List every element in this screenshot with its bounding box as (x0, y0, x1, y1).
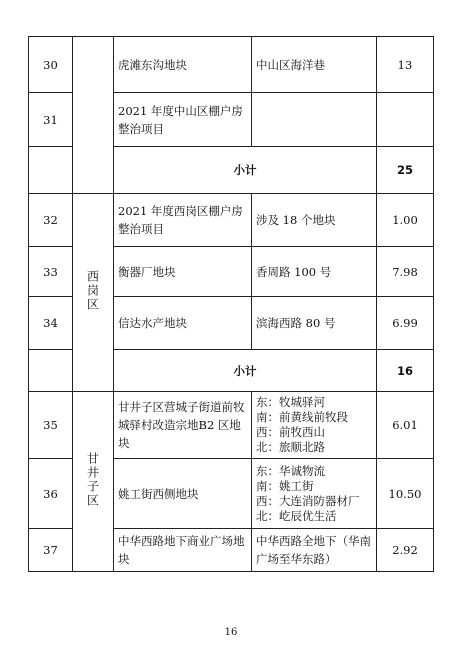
district-cell-xigang (73, 194, 114, 392)
parcel-area: 7.98 (377, 247, 434, 297)
parcel-location (252, 93, 377, 147)
district-cell-ganjingzi (73, 392, 114, 572)
subtotal-label: 小计 (114, 147, 377, 194)
parcel-name: 虎滩东沟地块 (114, 37, 252, 93)
district-label: 甘井子区 (85, 452, 100, 508)
table-row (29, 194, 434, 247)
parcel-area: 1.00 (377, 194, 434, 247)
location-line: 南：前黄线前牧段 (256, 410, 348, 424)
parcel-area: 10.50 (377, 459, 434, 529)
row-number: 30 (29, 37, 73, 93)
parcel-name: 2021 年度中山区棚户房整治项目 (114, 93, 252, 147)
parcel-location: 香周路 100 号 (252, 247, 377, 297)
parcel-location: 涉及 18 个地块 (252, 194, 377, 247)
table-row (29, 392, 434, 459)
parcel-area: 6.99 (377, 297, 434, 350)
location-line: 西：前牧西山 (256, 425, 325, 439)
land-parcel-table (28, 36, 434, 572)
parcel-location: 滨海西路 80 号 (252, 297, 377, 350)
location-line: 北：屹辰优生活 (256, 508, 337, 523)
parcel-name: 2021 年度西岗区棚户房整治项目 (114, 194, 252, 247)
row-number: 33 (29, 247, 73, 297)
subtotal-value: 25 (377, 147, 434, 194)
parcel-location: 中山区海洋巷 (252, 37, 377, 93)
district-label: 西岗区 (85, 270, 100, 312)
subtotal-number-cell (29, 350, 73, 392)
subtotal-value: 16 (377, 350, 434, 392)
parcel-location (252, 392, 377, 459)
parcel-name: 中华西路地下商业广场地块 (114, 529, 252, 572)
district-cell-zhongshan (73, 37, 114, 194)
location-line: 北：旅顺北路 (256, 440, 325, 454)
parcel-name: 甘井子区营城子街道前牧城驿村改造宗地B2 区地块 (114, 392, 252, 459)
subtotal-number-cell (29, 147, 73, 194)
location-line: 西：大连消防器材厂 (256, 493, 360, 508)
row-number: 37 (29, 529, 73, 572)
row-number: 35 (29, 392, 73, 459)
parcel-location: 中华西路全地下（华南广场至华东路） (252, 529, 377, 572)
parcel-area: 2.92 (377, 529, 434, 572)
parcel-name: 衡器厂地块 (114, 247, 252, 297)
table-row (29, 37, 434, 93)
row-number: 31 (29, 93, 73, 147)
parcel-area: 13 (377, 37, 434, 93)
parcel-location (252, 459, 377, 529)
row-number: 36 (29, 459, 73, 529)
parcel-name: 姚工街西侧地块 (114, 459, 252, 529)
subtotal-label: 小计 (114, 350, 377, 392)
parcel-area (377, 93, 434, 147)
row-number: 32 (29, 194, 73, 247)
location-line: 东：华诚物流 (256, 463, 325, 478)
row-number: 34 (29, 297, 73, 350)
parcel-area: 6.01 (377, 392, 434, 459)
parcel-name: 信达水产地块 (114, 297, 252, 350)
location-line: 南：姚工街 (256, 478, 314, 493)
page-number: 16 (224, 627, 238, 638)
location-line: 东：牧城驿河 (256, 395, 325, 409)
